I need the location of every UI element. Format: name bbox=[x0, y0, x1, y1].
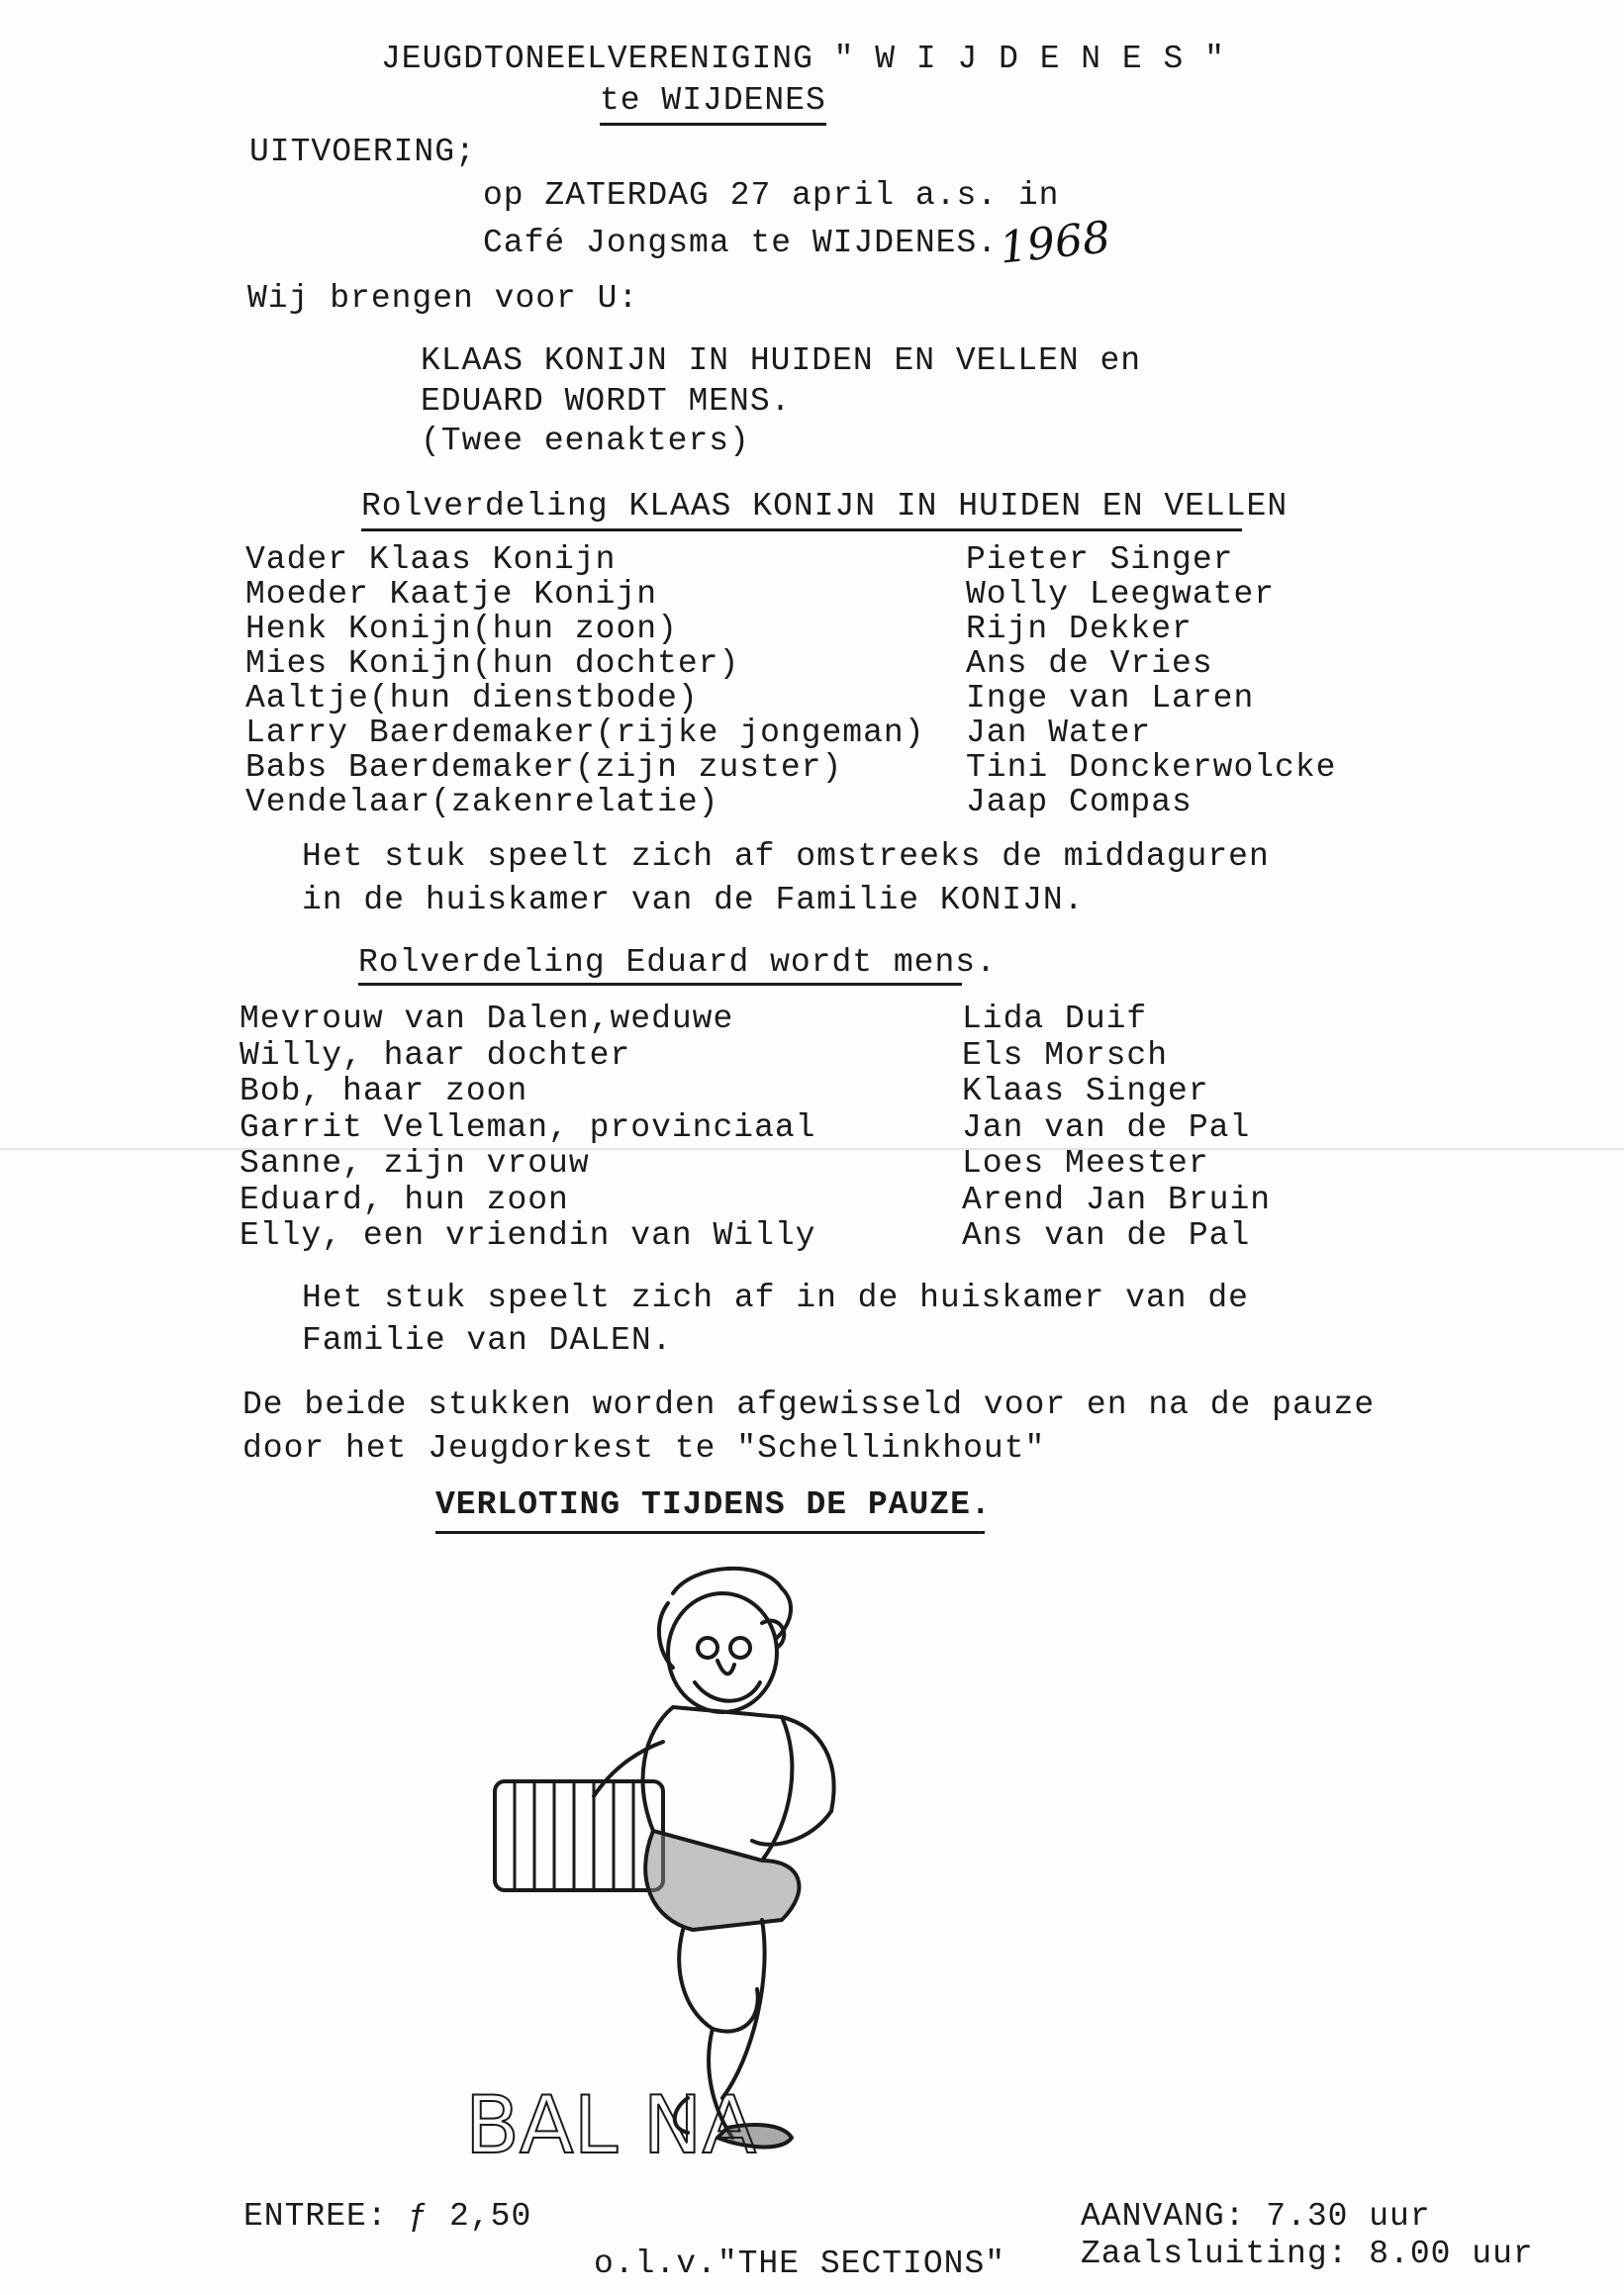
setting-2a: Het stuk speelt zich af in de huiskamer van de bbox=[302, 1280, 1249, 1316]
performance-heading: UITVOERING; bbox=[249, 134, 476, 170]
cast-role: Elly, een vriendin van Willy bbox=[239, 1217, 816, 1254]
cast-role: Willy, haar dochter bbox=[239, 1036, 631, 1074]
raffle-notice: VERLOTING TIJDENS DE PAUZE. bbox=[435, 1486, 992, 1523]
cast-actor: Ans van de Pal bbox=[962, 1217, 1251, 1254]
cast-actor: Tini Donckerwolcke bbox=[966, 749, 1337, 786]
band-name: o.l.v."THE SECTIONS" bbox=[594, 2246, 1006, 2282]
intro-lead: Wij brengen voor U: bbox=[247, 280, 639, 317]
entree-price: ENTREE: ƒ 2,50 bbox=[243, 2198, 532, 2235]
cast-actor: Jan van de Pal bbox=[962, 1108, 1251, 1146]
cast-actor: Loes Meester bbox=[962, 1145, 1209, 1182]
cast-role: Eduard, hun zoon bbox=[239, 1181, 569, 1218]
cast-role: Larry Baerdemaker(rijke jongeman) bbox=[245, 715, 925, 751]
society-place: te WIJDENES bbox=[600, 83, 826, 126]
cast-heading-2: Rolverdeling Eduard wordt mens. bbox=[358, 944, 997, 981]
cast-role: Moeder Kaatje Konijn bbox=[245, 576, 658, 613]
setting-2b: Familie van DALEN. bbox=[302, 1322, 673, 1359]
performance-date: op ZATERDAG 27 april a.s. in bbox=[483, 177, 1060, 214]
cast-actor: Jaap Compas bbox=[966, 784, 1193, 820]
cast-role: Mevrouw van Dalen,weduwe bbox=[239, 1001, 734, 1037]
cast-actor: Jan Water bbox=[966, 715, 1152, 751]
cast-actor: Lida Duif bbox=[962, 1001, 1148, 1037]
cast-role: Mies Konijn(hun dochter) bbox=[245, 645, 740, 682]
cast-heading-1: Rolverdeling KLAAS KONIJN IN HUIDEN EN VELLEN bbox=[361, 488, 1289, 525]
cast-role: Sanne, zijn vrouw bbox=[239, 1145, 590, 1182]
setting-1a: Het stuk speelt zich af omstreeks de middaguren bbox=[302, 838, 1270, 875]
cast-actor: Rijn Dekker bbox=[966, 611, 1193, 647]
cast-actor: Arend Jan Bruin bbox=[962, 1181, 1272, 1218]
cast-role: Babs Baerdemaker(zijn zuster) bbox=[245, 749, 843, 786]
bal-lettering: BAL NA bbox=[465, 2079, 757, 2171]
heading-underline bbox=[361, 528, 1242, 531]
heading-underline bbox=[358, 983, 962, 986]
music-line-2: door het Jeugdorkest te "Schellinkhout" bbox=[242, 1430, 1046, 1467]
play-note: (Twee eenakters) bbox=[421, 423, 750, 459]
cast-role: Henk Konijn(hun zoon) bbox=[245, 611, 678, 647]
play-title-1: KLAAS KONIJN IN HUIDEN EN VELLEN en bbox=[421, 342, 1142, 379]
cast-actor: Inge van Laren bbox=[966, 680, 1255, 717]
cast-role: Vader Klaas Konijn bbox=[245, 541, 617, 578]
society-name: JEUGDTONEELVERENIGING " W I J D E N E S " bbox=[381, 41, 1225, 77]
cast-actor: Els Morsch bbox=[962, 1036, 1169, 1074]
hall-closing: Zaalsluiting: 8.00 uur bbox=[1081, 2236, 1534, 2272]
cast-role: Bob, haar zoon bbox=[239, 1073, 528, 1109]
setting-1b: in de huiskamer van de Familie KONIJN. bbox=[302, 882, 1085, 918]
play-title-2: EDUARD WORDT MENS. bbox=[421, 383, 792, 420]
performance-venue: Café Jongsma te WIJDENES. bbox=[483, 225, 999, 261]
cast-role: Vendelaar(zakenrelatie) bbox=[245, 784, 719, 820]
cast-role: Aaltje(hun dienstbode) bbox=[245, 680, 699, 717]
cast-actor: Klaas Singer bbox=[962, 1073, 1209, 1109]
cast-actor: Ans de Vries bbox=[966, 645, 1213, 682]
start-time: AANVANG: 7.30 uur bbox=[1081, 2198, 1431, 2235]
handwritten-year: 1968 bbox=[997, 212, 1113, 274]
cast-actor: Pieter Singer bbox=[966, 541, 1234, 578]
heading-underline bbox=[435, 1531, 985, 1534]
music-line-1: De beide stukken worden afgewisseld voor en na de pauze bbox=[242, 1387, 1376, 1423]
accordion-player-icon bbox=[465, 1544, 1059, 2217]
cast-role: Garrit Velleman, provinciaal bbox=[239, 1108, 816, 1146]
cast-actor: Wolly Leegwater bbox=[966, 576, 1276, 613]
